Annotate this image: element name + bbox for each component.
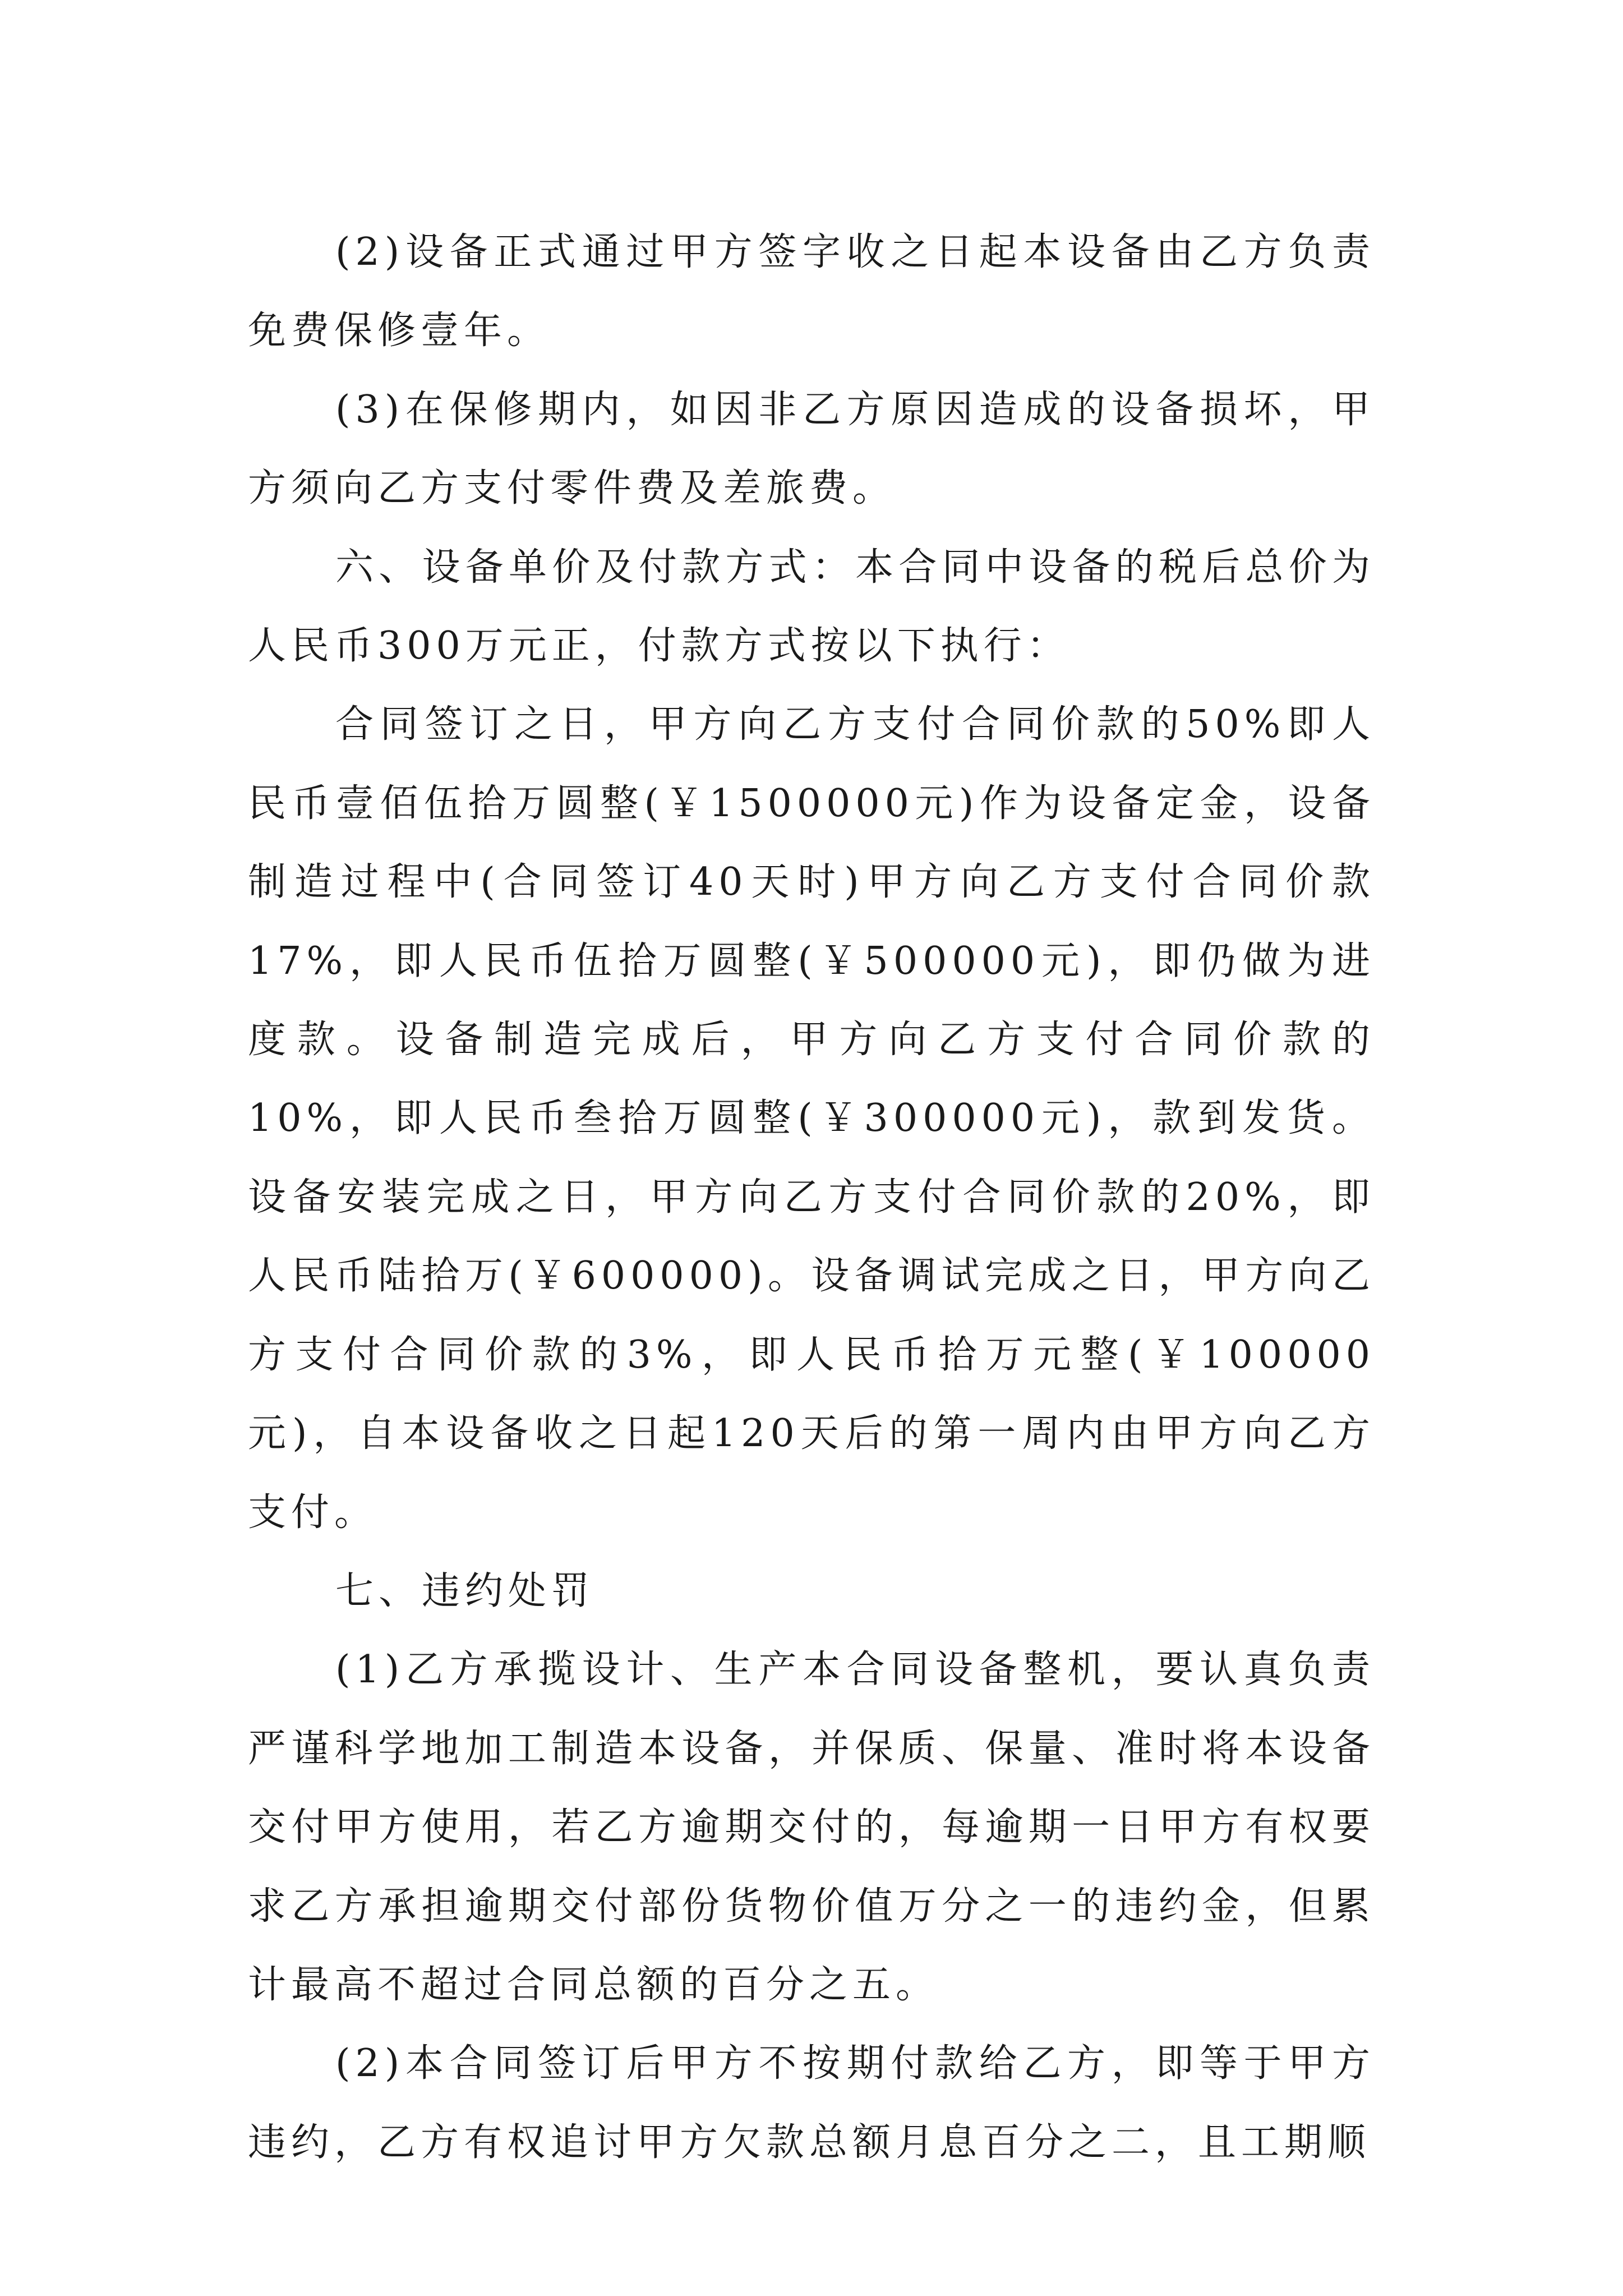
paragraph-warranty-damage: (3)在保修期内，如因非乙方原因造成的设备损坏，甲方须向乙方支付零件费及差旅费。 xyxy=(248,387,1375,511)
section-heading-price-payment: 六、设备单价及付款方式：本合同中设备的税后总价为人民币300万元正，付款方式按以下执行： xyxy=(248,545,1375,669)
document-body xyxy=(248,213,1375,2182)
paragraph-payment-schedule: 合同签订之日，甲方向乙方支付合同价款的50%即人民币壹佰伍拾万圆整(￥1500000元)作为设备定金，设备制造过程中(合同签订40天时)甲方向乙方支付合同价款17%，即人民币伍拾万圆整(￥500000元)，即仍做为进度款。设备制造完成后，甲方向乙方支付合同价款的10%，即人民币叁拾万圆整(￥300000元)，款到发货。设备安装完成之日，甲方向乙方支付合同价款的20%，即人民币陆拾万(￥600000)。设备调试完成之日，甲方向乙方支付合同价款的3%，即人民币拾万元整(￥100000元)，自本设备收之日起120天后的第一周内由甲方向乙方支付。 xyxy=(248,702,1375,1535)
paragraph-warranty-period: (2)设备正式通过甲方签字收之日起本设备由乙方负责免费保修壹年。 xyxy=(248,230,1375,353)
section-heading-breach-penalty: 七、违约处罚 xyxy=(335,1568,595,1613)
paragraph-late-delivery-penalty: (1)乙方承揽设计、生产本合同设备整机，要认真负责严谨科学地加工制造本设备，并保质、保量、准时将本设备交付甲方使用，若乙方逾期交付的，每逾期一日甲方有权要求乙方承担逾期交付部份货物价值万分之一的违约金，但累计最高不超过合同总额的百分之五。 xyxy=(248,1648,1375,2007)
paragraph-late-payment-penalty: (2)本合同签订后甲方不按期付款给乙方，即等于甲方违约，乙方有权追讨甲方欠款总额月息百分之二，且工期顺 xyxy=(248,2041,1375,2165)
